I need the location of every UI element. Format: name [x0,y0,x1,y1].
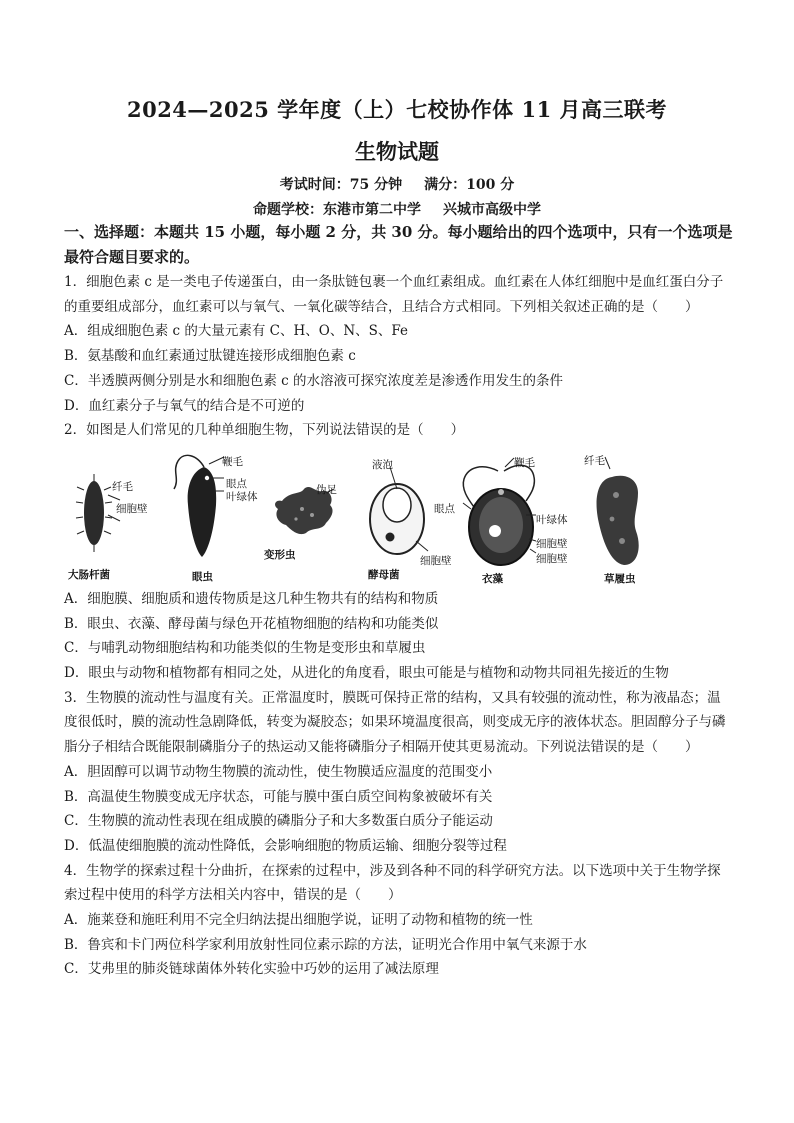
q3-option-b: B．高温使生物膜变成无序状态，可能与膜中蛋白质空间构象被破坏有关 [64,788,493,805]
q1-option-c: C．半透膜两侧分别是水和细胞色素 c 的水溶液可探究浓度差是渗透作用发生的条件 [64,372,563,389]
label-cellmembrane-chlamy: 细胞壁 [536,537,568,550]
label-cellwall-chlamy: 细胞壁 [536,552,568,565]
exam-meta-setter [0,199,794,219]
label-cilia-paramecium: 纤毛 [584,454,605,467]
q3-option-c: C．生物膜的流动性表现在组成膜的磷脂分子和大多数蛋白质分子能运动 [64,813,493,830]
label-cellwall-ecoli: 细胞壁 [116,502,148,515]
q2-option-b: B．眼虫、衣藻、酵母菌与绿色开花植物细胞的结构和功能类似 [64,615,439,632]
exam-subtitle: 生物试题 [355,139,439,164]
q3-option-a: A．胆固醇可以调节动物生物膜的流动性，使生物膜适应温度的范围变小 [64,763,493,780]
label-cilia-ecoli: 纤毛 [112,480,133,493]
q2-option-d: D．眼虫与动物和植物都有相同之处，从进化的角度看，眼虫可能是与植物和动物共同祖先接近的生物 [64,665,669,682]
label-chlamydomonas: 衣藻 [482,572,503,585]
label-ecoli: 大肠杆菌 [68,568,110,581]
euglena-drawing [174,455,224,557]
label-flagellum-euglena: 鞭毛 [222,455,243,468]
q4-stem: 4．生物学的探索过程十分曲折，在探索的过程中，涉及到各种不同的科学研究方法。以下选项中关于生物学探索过程中使用的科学方法相关内容中，错误的是（ ） [64,862,721,904]
q4-option-a: A．施莱登和施旺利用不完全归纳法提出细胞学说，证明了动物和植物的统一性 [64,912,533,929]
label-eyespot-euglena: 眼点 [226,477,247,490]
label-yeast: 酵母菌 [368,568,400,581]
label-flagellum-chlamy: 鞭毛 [514,456,535,469]
q2-option-c: C．与哺乳动物细胞结构和功能类似的生物是变形虫和草履虫 [64,640,426,657]
q4-option-b: B．鲁宾和卡门两位科学家利用放射性同位素示踪的方法，证明光合作用中氧气来源于水 [64,936,587,953]
questions [64,270,734,982]
setter-school-1: 命题学校：东港市第二中学 [253,202,421,218]
q1-stem: 1．细胞色素 c 是一类电子传递蛋白，由一条肽链包裹一个血红素组成。血红素在人体红细胞中是血红蛋白分子的重要组成部分，血红素可以与氧气、一氧化碳等结合，且结合方式相同。下列相关叙述正确的是（ ） [64,274,724,315]
q3-stem: 3．生物膜的流动性与温度有关。正常温度时，膜既可保持正常的结构，又具有较强的流动性，称为液晶态；温度很低时，膜的流动性急剧降低，转变为凝胶态；如果环境温度很高，则变成无序的液体状态。胆固醇分子与磷脂分子相结合既能限制磷脂分子的热运动又能将磷脂分子相隔开使其更易流动。下列说法错误的是（ ） [64,689,726,756]
yeast-drawing [370,467,428,554]
q4-option-c: C．艾弗里的肺炎链球菌体外转化实验中巧妙的运用了减法原理 [64,961,439,978]
label-amoeba: 变形虫 [264,548,296,561]
label-eyespot-chlamy: 眼点 [434,502,455,515]
label-euglena: 眼虫 [192,570,213,583]
q2-figure [64,445,734,583]
full-score: 满分：100 分 [424,177,515,193]
q2-stem: 2．如图是人们常见的几种单细胞生物，下列说法错误的是（ ） [64,422,465,439]
q3-option-d: D．低温使细胞膜的流动性降低，会影响细胞的物质运输、细胞分裂等过程 [64,837,507,854]
label-cellwall-yeast: 细胞壁 [420,554,452,567]
q1-option-b: B．氨基酸和血红素通过肽键连接形成细胞色素 c [64,348,356,365]
label-vacuole-yeast: 液泡 [372,458,393,471]
label-pseudopod: 伪足 [316,483,337,496]
exam-meta-time [0,174,794,194]
q1-option-a: A．组成细胞色素 c 的大量元素有 C、H、O、N、S、Fe [64,323,409,340]
q1-option-d: D．血红素分子与氧气的结合是不可逆的 [64,397,305,414]
section-heading: 一、选择题：本题共 15 小题，每小题 2 分，共 30 分。每小题给出的四个选项中，只有一个选项是最符合题目要求的。 [64,223,733,266]
label-chloroplast-chlamy: 叶绿体 [536,513,568,526]
exam-time: 考试时间：75 分钟 [279,177,403,193]
q2-option-a: A．细胞膜、细胞质和遗传物质是这几种生物共有的结构和物质 [64,590,439,607]
label-paramecium: 草履虫 [604,572,636,585]
exam-title: 2024—2025 学年度（上）七校协作体 11 月高三联考 [126,97,668,122]
setter-school-2: 兴城市高级中学 [443,202,541,218]
label-chloroplast-euglena: 叶绿体 [226,490,258,503]
